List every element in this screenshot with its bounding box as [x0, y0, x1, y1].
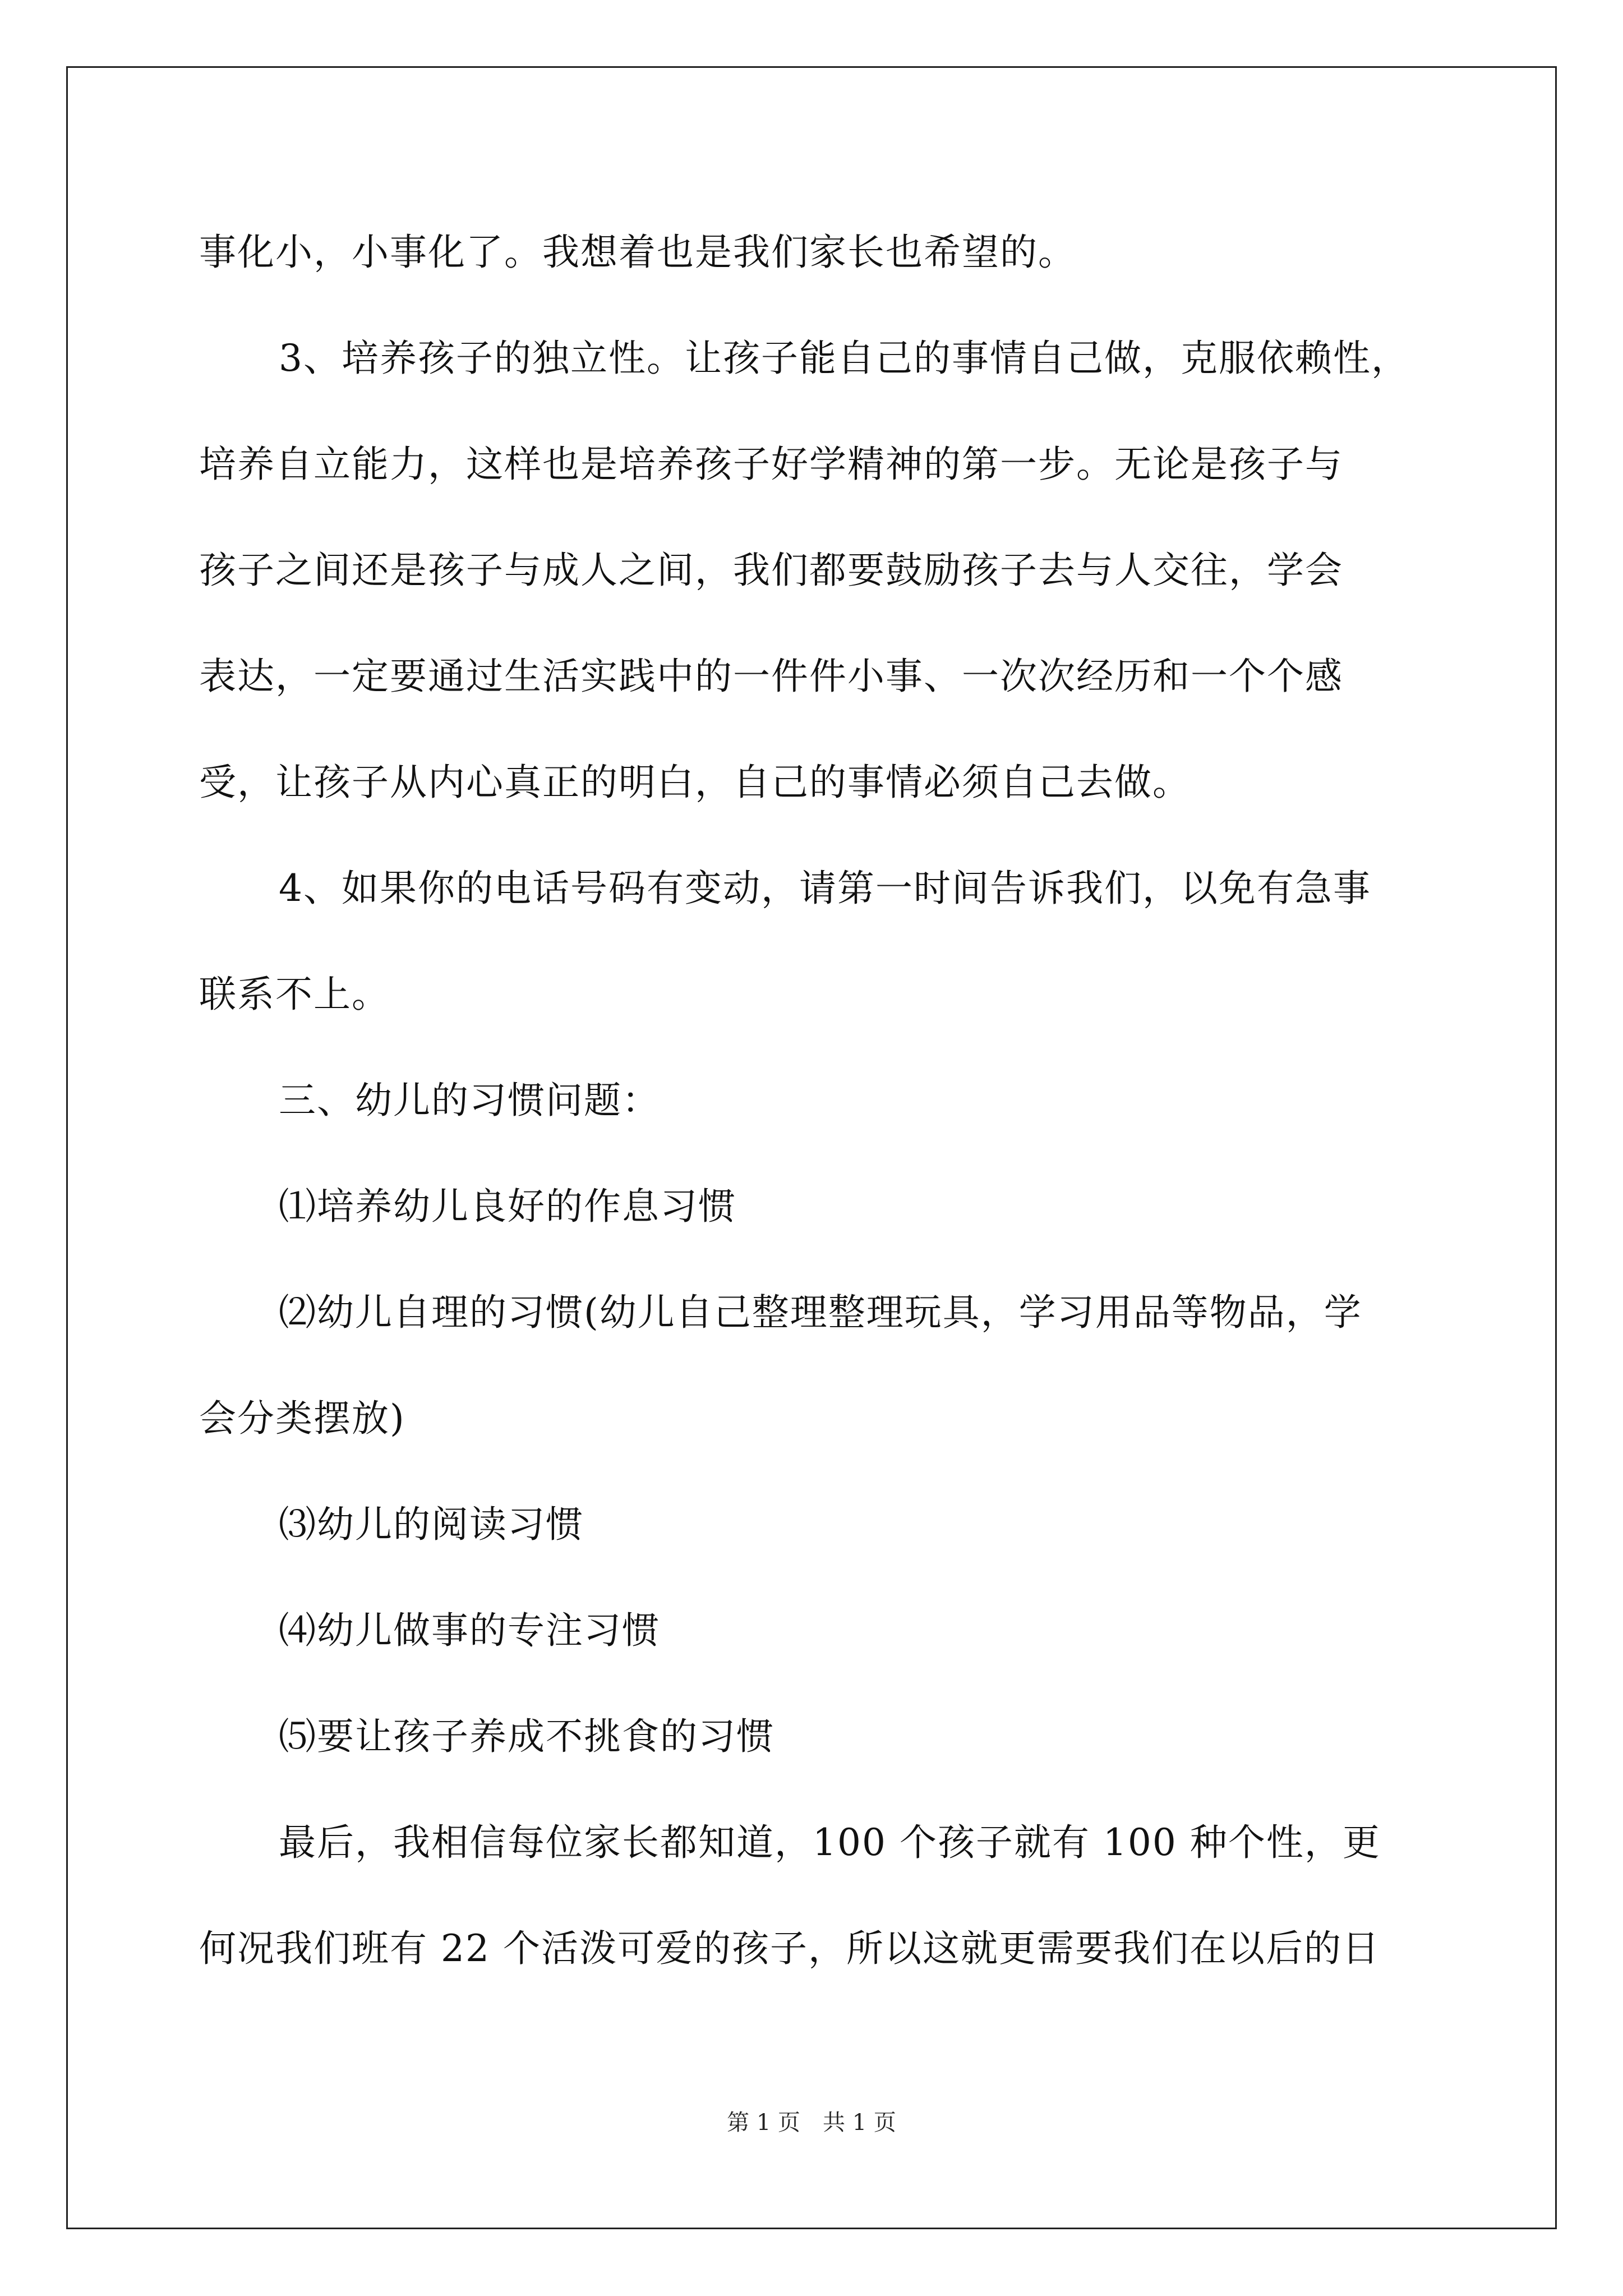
list-item: ⑷幼儿做事的专注习惯	[279, 1609, 660, 1652]
text-line: 3、培养孩子的独立性。让孩子能自己的事情自己做，克服依赖性，	[279, 337, 1409, 380]
text-line: 事化小，小事化了。我想着也是我们家长也希望的。	[199, 231, 1076, 274]
section-heading: 三、幼儿的习惯问题：	[279, 1079, 660, 1122]
text-line: 何况我们班有 22 个活泼可爱的孩子，所以这就更需要我们在以后的日	[199, 1927, 1380, 1970]
text-line: 联系不上。	[199, 973, 390, 1016]
text-line: 4、如果你的电话号码有变动，请第一时间告诉我们，以免有急事	[279, 867, 1371, 910]
list-item: ⑵幼儿自理的习惯(幼儿自己整理整理玩具，学习用品等物品，学	[279, 1291, 1362, 1334]
list-item: ⑴培养幼儿良好的作息习惯	[279, 1185, 736, 1228]
page-footer: 第 1 页 共 1 页	[727, 2110, 896, 2136]
text-line: 受，让孩子从内心真正的明白，自己的事情必须自己去做。	[199, 761, 1191, 804]
text-line: 会分类摆放)	[199, 1397, 405, 1440]
text-line: 孩子之间还是孩子与成人之间，我们都要鼓励孩子去与人交往，学会	[199, 549, 1343, 592]
text-line: 最后，我相信每位家长都知道，100 个孩子就有 100 种个性，更	[279, 1821, 1381, 1864]
text-line: 培养自立能力，这样也是培养孩子好学精神的第一步。无论是孩子与	[199, 443, 1343, 486]
page-frame	[66, 66, 1557, 2229]
text-line: 表达，一定要通过生活实践中的一件件小事、一次次经历和一个个感	[199, 655, 1343, 698]
list-item: ⑸要让孩子养成不挑食的习惯	[279, 1715, 774, 1758]
list-item: ⑶幼儿的阅读习惯	[279, 1503, 584, 1546]
